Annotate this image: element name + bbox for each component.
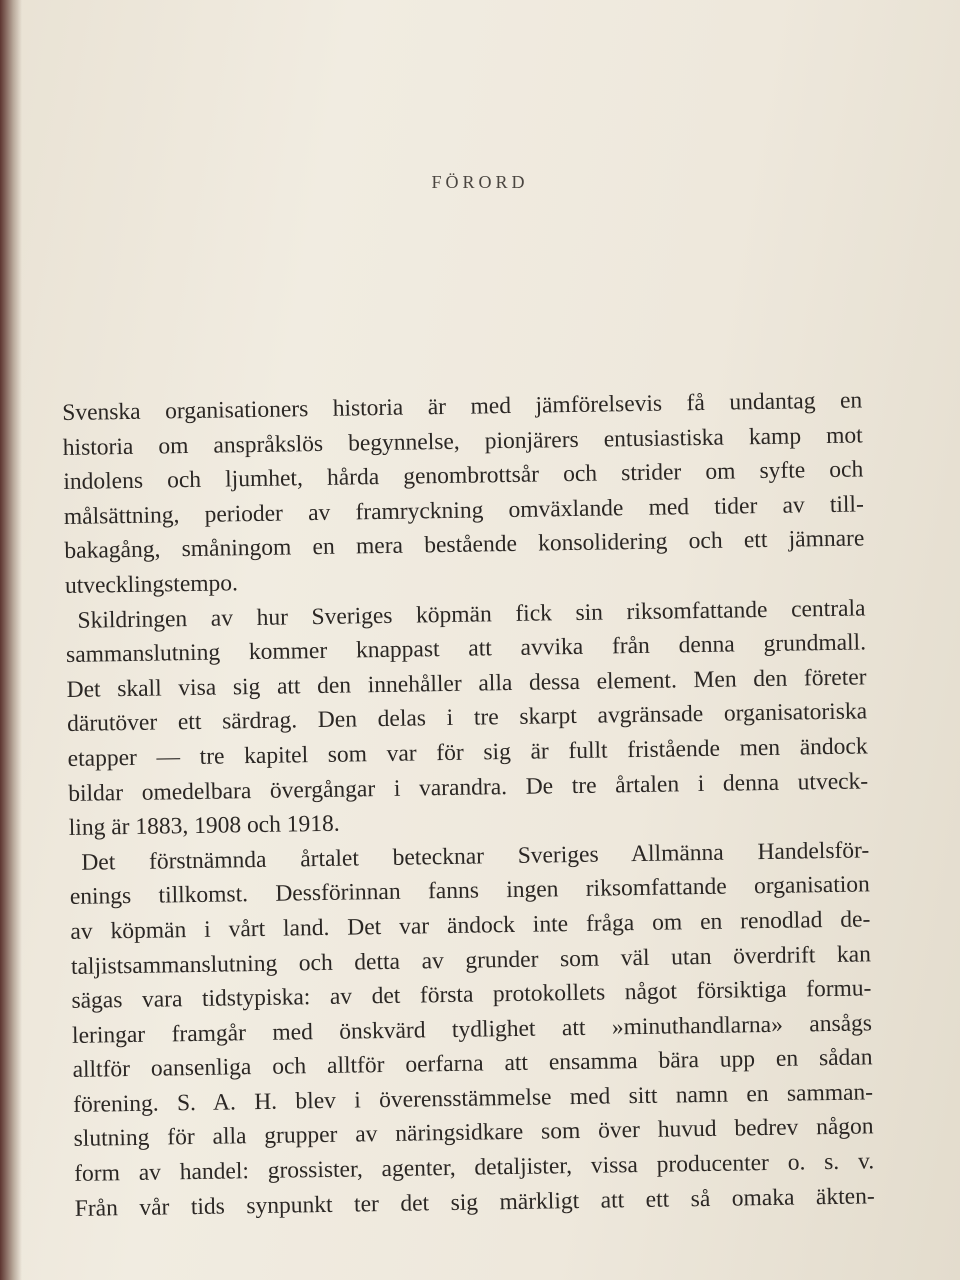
- text-line: ling är 1883, 1908 och 1918.: [68, 810, 340, 842]
- text-line: slutning för alla grupper av näringsidkare som över huvud bedrev någon: [73, 1113, 874, 1153]
- text-line: Det förstnämnda årtalet betecknar Sveriges Allmänna Handelsför-: [81, 837, 870, 876]
- text-line: form av handel: grossister, agenter, detaljister, vissa producenter o. s. v.: [74, 1148, 875, 1187]
- text-line: bildar omedelbara övergångar i varandra. De tre årtalen i denna utveck-: [68, 767, 869, 807]
- text-line: målsättning, perioder av framryckning omväxlande med tider av till-: [63, 491, 865, 530]
- page-heading: FÖRORD: [431, 172, 529, 192]
- text-line: Skildringen av hur Sveriges köpmän fick sin riksomfattande centrala: [77, 594, 866, 634]
- text-line: enings tillkomst. Dessförinnan fanns ingen riksomfattande organisation: [69, 871, 870, 911]
- text-line: förening. S. A. H. blev i överensstämmelse med sitt namn en samman-: [72, 1079, 874, 1118]
- paragraph-2: [65, 591, 869, 846]
- text-line: indolens och ljumhet, hårda genombrottsår och strider om syfte och: [63, 456, 864, 496]
- text-line: alltför oansenliga och alltför oerfarna att ensamma bära upp en sådan: [72, 1044, 873, 1084]
- paragraph-3: [69, 833, 875, 1226]
- body-text: [62, 383, 875, 1226]
- text-line: sammanslutning kommer knappast att avvika från denna grundmall.: [65, 629, 867, 669]
- text-line: Från vår tids synpunkt ter det sig märkligt att ett så omaka äkten-: [74, 1182, 875, 1222]
- text-line: sägas vara tidstypiska: av det första protokollets något försiktiga formu-: [71, 975, 872, 1015]
- text-line: historia om anspråkslös begynnelse, pionjärers entusiastiska kamp mot: [62, 422, 863, 461]
- text-line: av köpmän i vårt land. Det var ändock inte fråga om en renodlad de-: [70, 906, 871, 945]
- text-line: därutöver ett särdrag. Den delas i tre skarpt avgränsade organisatoriska: [66, 698, 868, 738]
- text-line: utvecklingstempo.: [64, 570, 239, 599]
- text-line: etapper — tre kapitel som var för sig är fullt fristående men ändock: [67, 733, 868, 772]
- text-line: taljistsammanslutning och detta av grunder som väl utan överdrift kan: [70, 940, 872, 980]
- text-line: Svenska organisationers historia är med jämförelsevis få undantag en: [62, 387, 863, 426]
- paragraph-1: [62, 383, 865, 603]
- text-line: leringar framgår med önskvärd tydlighet att »minuthandlarna» ansågs: [71, 1010, 873, 1049]
- text-line: bakagång, småningom en mera bestående konsolidering och ett jämnare: [64, 525, 865, 565]
- text-line: Det skall visa sig att den innehåller alla dessa element. Men den företer: [66, 664, 867, 703]
